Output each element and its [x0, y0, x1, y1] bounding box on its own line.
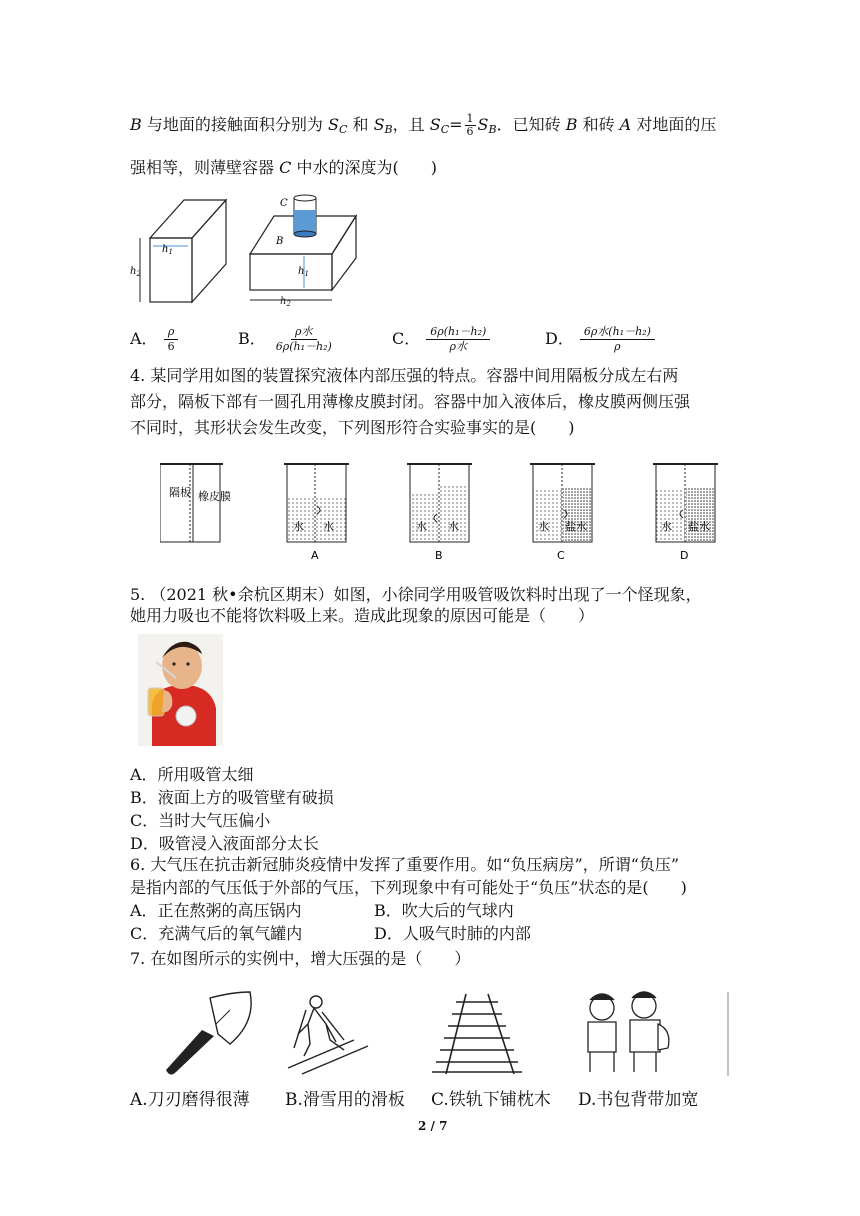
container-c	[294, 195, 316, 237]
q6-line1: 6. 大气压在抗击新冠肺炎疫情中发挥了重要作用。如“负压病房”，所谓“负压”	[130, 855, 680, 874]
c-right-label: 盐水	[565, 520, 587, 533]
q4-line1: 4. 某同学用如图的装置探究液体内部压强的特点。容器中间用隔板分成左右两	[130, 366, 679, 385]
partition-label: 隔板	[169, 486, 191, 499]
q3-line2: 强相等，则薄壁容器 C 中水的深度为( )	[130, 158, 437, 177]
railway-image	[432, 994, 522, 1074]
brick-b-label: B	[276, 236, 284, 247]
q7-caption-c: C.铁轨下铺枕木	[431, 1090, 551, 1110]
q7-line1: 7. 在如图所示的实例中，增大压强的是（ ）	[130, 949, 471, 968]
page-number: 2 / 7	[418, 1119, 448, 1133]
q7-figure	[130, 988, 730, 1080]
h2-label-a: $h_2$	[130, 266, 141, 278]
q5-line2: 她用力吸也不能将饮料吸上来。造成此现象的原因可能是（ ）	[130, 606, 595, 625]
apparatus-a-label: A	[311, 549, 319, 562]
q4-line3: 不同时，其形状会发生改变，下列图形符合实验事实的是( )	[130, 418, 575, 437]
skier-image	[288, 996, 368, 1074]
q6-line2: 是指内部的气压低于外部的气压，下列现象中有可能处于“负压”状态的是( )	[130, 878, 687, 897]
d-right-label: 盐水	[688, 520, 710, 533]
q5-option-b[interactable]: B．液面上方的吸管壁有破损	[130, 788, 334, 807]
c-left-label: 水	[538, 520, 549, 533]
knife-image	[166, 992, 251, 1075]
children-backpacks-image	[588, 992, 669, 1072]
q5-line1: 5. （2021 秋•余杭区期末）如图，小徐同学用吸管吸饮料时出现了一个怪现象，	[130, 585, 702, 604]
q4-line2: 部分，隔板下部有一圆孔用薄橡皮膜封闭。容器中加入液体后，橡皮膜两侧压强	[130, 392, 691, 411]
q6-option-a[interactable]: A．正在熬粥的高压锅内	[130, 901, 302, 920]
apparatus-d-label: D	[680, 549, 689, 562]
membrane-label: 橡皮膜	[198, 490, 231, 503]
container-c-label: C	[280, 198, 288, 209]
fraction-one-sixth: $\frac{1}{6}$	[466, 112, 474, 138]
b-left-label: 水	[416, 520, 427, 533]
h1-label-b: $h_1$	[298, 266, 309, 278]
apparatus-reference	[160, 464, 223, 542]
q7-caption-d: D.书包背带加宽	[578, 1090, 699, 1110]
a-right-label: 水	[323, 520, 334, 533]
q7-caption-b: B.滑雪用的滑板	[285, 1090, 405, 1110]
d-left-label: 水	[661, 520, 672, 533]
apparatus-b-label: B	[435, 549, 443, 562]
q3-option-d[interactable]: D． $\frac{\text{6ρ水(h₁－h₂)}}{\rho}$	[545, 325, 655, 354]
q7-caption-a: A.刀刃磨得很薄	[130, 1090, 250, 1110]
q3-option-c[interactable]: C． $\frac{\text{6ρ(h₁－h₂)}}{\text{ρ水}}$	[392, 325, 490, 354]
q3-option-b[interactable]: B． $\frac{\text{ρ水}}{\text{6ρ(h₁－h₂)}}$	[238, 325, 332, 353]
q3-option-a[interactable]: A． $\frac{\rho}{6}$	[130, 325, 179, 354]
q6-option-d[interactable]: D．人吸气时肺的内部	[374, 924, 531, 943]
q6-option-c[interactable]: C．充满气后的氧气罐内	[130, 924, 303, 943]
apparatus-c-label: C	[557, 549, 565, 562]
q3-line1: B 与地面的接触面积分别为 $S_C$ 和 $S_B$，且 $S_C=$ $\frac{1}{6}$ $S_B$．已知砖 B 和砖 A 对地面的压	[130, 112, 717, 138]
a-left-label: 水	[293, 520, 304, 533]
h2-label-b: $h_2$	[280, 296, 291, 308]
q4-figure	[160, 458, 725, 566]
brick-figure	[128, 186, 368, 314]
boy-drinking-image	[138, 634, 223, 746]
q5-option-d[interactable]: D．吸管浸入液面部分太长	[130, 834, 319, 853]
q5-option-a[interactable]: A．所用吸管太细	[130, 765, 254, 784]
h1-label-a: $h_1$	[162, 244, 173, 256]
q6-option-b[interactable]: B．吹大后的气球内	[374, 901, 514, 920]
b-right-label: 水	[448, 520, 459, 533]
q5-option-c[interactable]: C．当时大气压偏小	[130, 811, 271, 830]
